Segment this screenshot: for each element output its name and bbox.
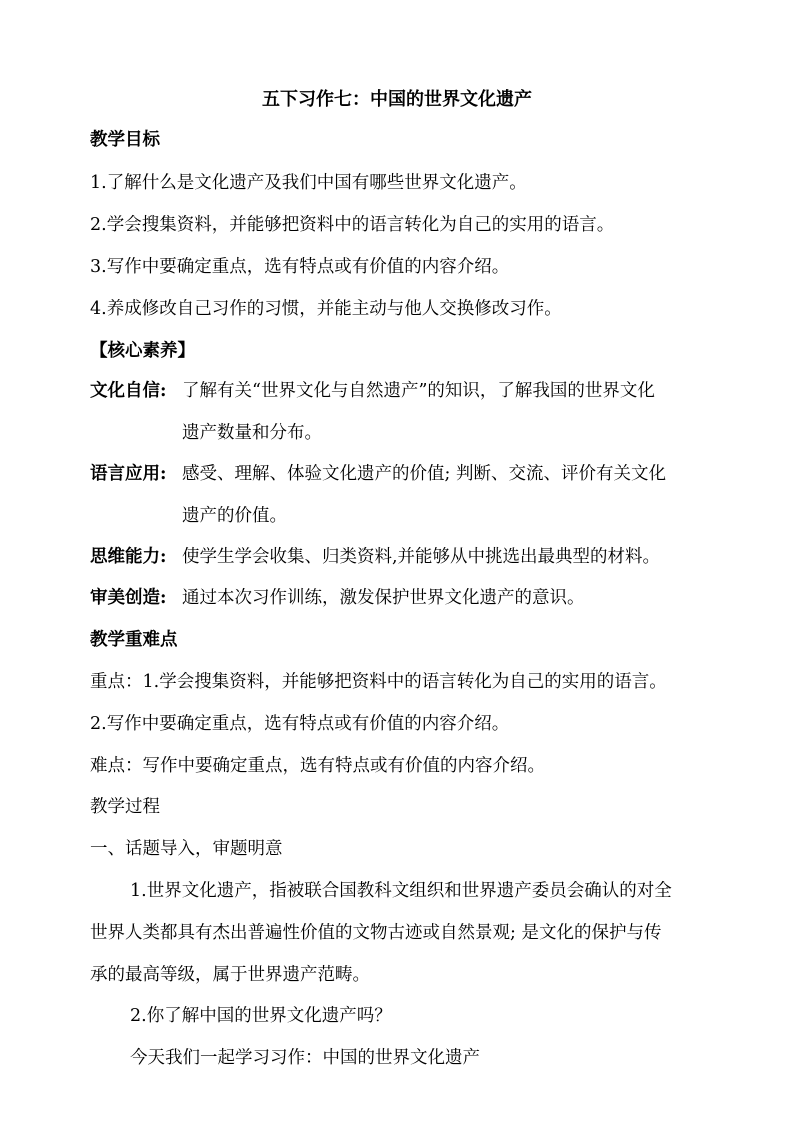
paragraph-line: 1.世界文化遗产，指被联合国教科文组织和世界遗产委员会确认的对全 [130,881,672,901]
literacy-text: 使学生学会收集、归类资料,并能够从中挑选出最典型的材料。 [182,547,661,567]
literacy-text: 了解有关“世界文化与自然遗产”的知识，了解我国的世界文化 [182,381,655,401]
objective-item: 1.了解什么是文化遗产及我们中国有哪些世界文化遗产。 [90,173,527,193]
section-heading: 一、话题导入，审题明意 [90,839,283,859]
key-point-line: 2.写作中要确定重点，选有特点或有价值的内容介绍。 [90,714,510,734]
objective-item: 4.养成修改自己习作的习惯，并能主动与他人交换修改习作。 [90,299,562,319]
paragraph-line: 世界人类都具有杰出普遍性价值的文物古迹或自然景观; 是文化的保护与传 [90,923,662,943]
paragraph-line: 2.你了解中国的世界文化遗产吗？ [130,1006,392,1026]
document-title: 五下习作七：中国的世界文化遗产 [262,89,532,110]
process-heading: 教学过程 [90,797,160,817]
key-points-heading: 教学重难点 [90,630,178,650]
objective-item: 3.写作中要确定重点，选有特点或有价值的内容介绍。 [90,257,510,277]
objectives-heading: 教学目标 [90,130,160,150]
literacy-text: 感受、理解、体验文化遗产的价值; 判断、交流、评价有关文化 [182,464,666,484]
key-point-line: 重点：1.学会搜集资料，并能够把资料中的语言转化为自己的实用的语言。 [90,672,667,692]
literacy-heading: 【核心素养】 [90,341,195,361]
literacy-label: 思维能力: [90,547,167,567]
paragraph-line: 承的最高等级，属于世界遗产范畴。 [90,965,370,985]
literacy-text: 通过本次习作训练，激发保护世界文化遗产的意识。 [182,588,585,608]
literacy-text: 遗产数量和分布。 [182,423,322,443]
objective-item: 2.学会搜集资料，并能够把资料中的语言转化为自己的实用的语言。 [90,215,615,235]
literacy-label: 语言应用: [90,464,167,484]
key-point-line: 难点：写作中要确定重点，选有特点或有价值的内容介绍。 [90,756,545,776]
literacy-text: 遗产的价值。 [182,506,287,526]
literacy-label: 文化自信: [90,381,167,401]
literacy-label: 审美创造: [90,588,167,608]
paragraph-line: 今天我们一起学习习作：中国的世界文化遗产 [130,1048,480,1068]
